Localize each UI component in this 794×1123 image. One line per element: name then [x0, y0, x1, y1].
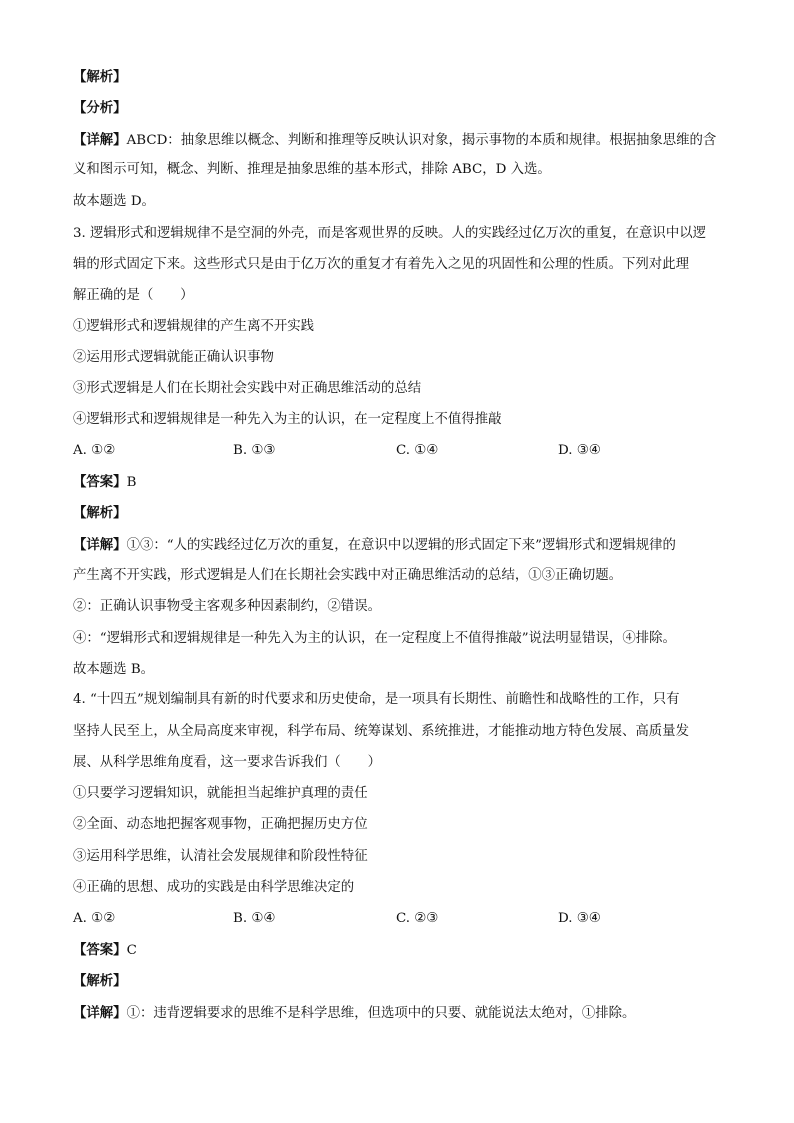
detail-q2-line-2: 义和图示可知，概念、判断、推理是抽象思维的基本形式，排除 ABC，D 入选。	[73, 162, 551, 177]
q3-item-3: ③形式逻辑是人们在长期社会实践中对正确思维活动的总结	[73, 381, 422, 396]
q3-detail-line-1: 【详解】①③：“人的实践经过亿万次的重复，在意识中以逻辑的形式固定下来”逻辑形式和逻辑规律的	[73, 537, 676, 553]
q3-item-2: ②运用形式逻辑就能正确认识事物	[73, 350, 274, 365]
q4-option-c: C. ②③	[396, 911, 439, 926]
q3-option-b: B. ①③	[233, 443, 276, 458]
q3-option-d: D. ③④	[558, 443, 601, 458]
q4-stem-line-2: 坚持人民至上，从全局高度来审视，科学布局、统筹谋划、系统推进，才能推动地方特色发展、高质量发	[73, 724, 689, 739]
q4-stem-line-3: 展、从科学思维角度看，这一要求告诉我们（ ）	[73, 755, 381, 770]
conclusion-q2: 故本题选 D。	[73, 194, 155, 209]
q3-answer: 【答案】B	[73, 474, 137, 490]
detail-q2-line-1: 【详解】ABCD：抽象思维以概念、判断和推理等反映认识对象，揭示事物的本质和规律。根据抽象思维的含	[73, 132, 717, 148]
q3-item-4: ④逻辑形式和逻辑规律是一种先入为主的认识，在一定程度上不值得推敲	[73, 412, 502, 427]
q4-jiexi-tag: 【解析】	[73, 973, 127, 989]
q3-detail-line-2: 产生离不开实践，形式逻辑是人们在长期社会实践中对正确思维活动的总结，①③正确切题。	[73, 568, 623, 583]
q4-option-a: A. ①②	[73, 911, 116, 926]
jiexi-tag-q2: 【解析】	[73, 69, 127, 85]
q3-item-1: ①逻辑形式和逻辑规律的产生离不开实践	[73, 319, 315, 334]
q3-stem-line-2: 辑的形式固定下来。这些形式只是由于亿万次的重复才有着先入之见的巩固性和公理的性质。下列对此理	[73, 257, 689, 272]
fenxi-tag-q2: 【分析】	[73, 100, 127, 116]
q4-option-b: B. ①④	[233, 911, 276, 926]
q3-conclusion: 故本题选 B。	[73, 662, 155, 677]
q4-item-4: ④正确的思想、成功的实践是由科学思维决定的	[73, 880, 355, 895]
q3-option-c: C. ①④	[396, 443, 439, 458]
q3-stem-line-1: 3. 逻辑形式和逻辑规律不是空洞的外壳，而是客观世界的反映。人的实践经过亿万次的重复，在意识中以逻	[73, 226, 706, 241]
q3-detail-line-3: ②：正确认识事物受主客观多种因素制约，②错误。	[73, 599, 381, 614]
q4-item-2: ②全面、动态地把握客观事物，正确把握历史方位	[73, 817, 368, 832]
q4-option-d: D. ③④	[558, 911, 601, 926]
q3-jiexi-tag: 【解析】	[73, 505, 127, 521]
q3-stem-line-3: 解正确的是（ ）	[73, 288, 194, 303]
q4-stem-line-1: 4. “十四五”规划编制具有新的时代要求和历史使命，是一项具有长期性、前瞻性和战略性的工作，只有	[73, 692, 680, 707]
q4-item-3: ③运用科学思维，认清社会发展规律和阶段性特征	[73, 849, 368, 864]
q4-detail-line-1: 【详解】①：违背逻辑要求的思维不是科学思维，但选项中的只要、就能说法太绝对，①排除。	[73, 1005, 636, 1021]
q4-answer: 【答案】C	[73, 942, 137, 958]
q4-item-1: ①只要学习逻辑知识，就能担当起维护真理的责任	[73, 786, 368, 801]
q3-option-a: A. ①②	[73, 443, 116, 458]
detail-tag: 【详解】	[73, 132, 127, 148]
q3-detail-line-4: ④：“逻辑形式和逻辑规律是一种先入为主的认识，在一定程度上不值得推敲”说法明显错误，④排除。	[73, 631, 676, 646]
